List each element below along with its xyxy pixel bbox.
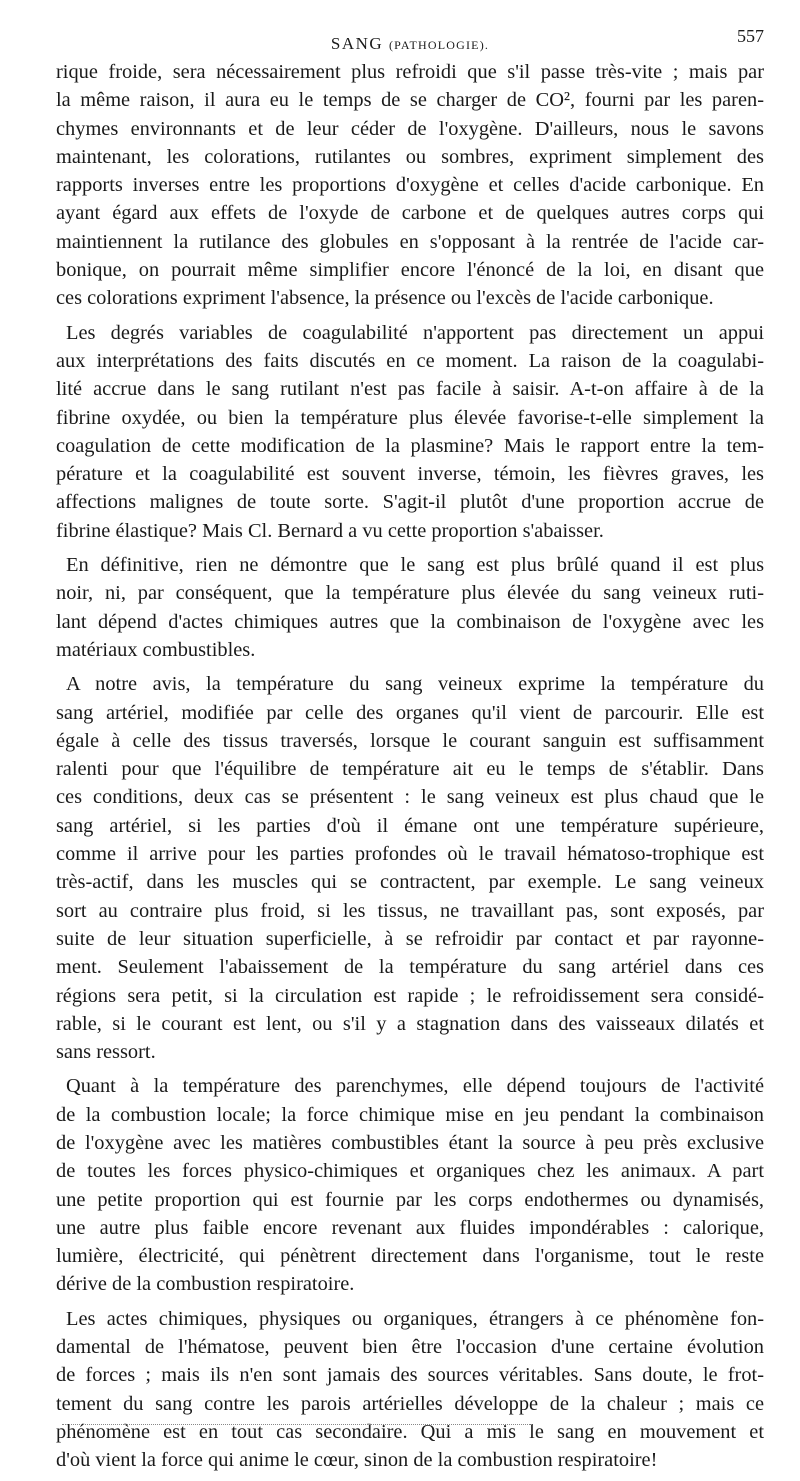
- text-line: maintenant, les colorations, rutilantes ou sombres, expriment simplement des: [56, 145, 764, 168]
- text-line: chymes environnants et de leur céder de l'oxygène. D'ailleurs, nous le savons: [56, 117, 764, 140]
- running-title-subtitle: (PATHOLOGIE).: [388, 38, 490, 52]
- text-line: de toutes les forces physico-chimiques et organiques chez les animaux. A part: [56, 1160, 764, 1183]
- text-line: une petite proportion qui est fournie par les corps endothermes ou dynamisés,: [56, 1188, 764, 1211]
- text-line: de l'oxygène avec les matières combustibles étant la source à peu près exclusive: [56, 1131, 764, 1154]
- text-line: lant dépend d'actes chimiques autres que la combinaison de l'oxygène avec les: [56, 610, 764, 633]
- text-line: ralenti pour que l'équilibre de température ait eu le temps de s'établir. Dans: [56, 758, 764, 781]
- text-line: de forces ; mais ils n'en sont jamais des sources véritables. Sans doute, le frot-: [56, 1364, 764, 1387]
- paragraph: [56, 551, 764, 664]
- text-line: aux interprétations des faits discutés en ce moment. La raison de la coagulabi-: [56, 349, 764, 372]
- text-line: noir, ni, par conséquent, que la température plus élevée du sang veineux ruti-: [56, 582, 764, 605]
- text-line: régions sera petit, si la circulation est rapide ; le refroidissement sera considé-: [56, 984, 764, 1007]
- footer-dotted-rule: [62, 1424, 532, 1425]
- text-line: A notre avis, la température du sang veineux exprime la température du: [66, 673, 764, 696]
- paragraph: [56, 1072, 764, 1298]
- page-number: 557: [737, 26, 764, 46]
- text-line: suite de leur situation superficielle, à se refroidir par contact et par rayonne-: [56, 927, 764, 950]
- running-title: [56, 34, 764, 54]
- text-line: sort au contraire plus froid, si les tissus, ne travaillant pas, sont exposés, par: [56, 899, 764, 922]
- paragraph: [56, 670, 764, 1066]
- text-line: ayant égard aux effets de l'oxyde de carbone et de quelques autres corps qui: [56, 202, 764, 225]
- running-title-main: SANG: [330, 34, 384, 53]
- text-line: maintiennent la rutilance des globules en s'opposant à la rentrée de l'acide car-: [56, 230, 764, 253]
- text-line: matériaux combustibles.: [56, 638, 256, 661]
- text-line: damental de l'hématose, peuvent bien être l'occasion d'une certaine évolution: [56, 1336, 764, 1359]
- body-text: [56, 58, 764, 1475]
- text-line: Les degrés variables de coagulabilité n'apportent pas directement un appui: [66, 321, 764, 344]
- text-line: Les actes chimiques, physiques ou organiques, étrangers à ce phénomène fon-: [66, 1307, 764, 1330]
- text-line: de la combustion locale; la force chimique mise en jeu pendant la combinaison: [56, 1103, 764, 1126]
- text-line: rique froide, sera nécessairement plus refroidi que s'il passe très-vite ; mais par: [56, 61, 764, 83]
- text-line: sang artériel, si les parties d'où il émane ont une température supérieure,: [56, 814, 764, 837]
- text-line: d'où vient la force qui anime le cœur, sinon de la combustion respiratoire!: [56, 1449, 658, 1472]
- text-line: sang artériel, modifiée par celle des organes qu'il vient de parcourir. Elle est: [56, 701, 764, 724]
- paragraph: [56, 319, 764, 545]
- text-line: fibrine oxydée, ou bien la température plus élevée favorise-t-elle simplement la: [56, 406, 764, 429]
- text-line: En définitive, rien ne démontre que le sang est plus brûlé quand il est plus: [66, 554, 764, 577]
- paragraph: [56, 1305, 764, 1475]
- text-line: pérature et la coagulabilité est souvent inverse, témoin, les fièvres graves, les: [56, 463, 764, 486]
- text-line: ces conditions, deux cas se présentent : le sang veineux est plus chaud que le: [56, 786, 764, 809]
- text-line: fibrine élastique? Mais Cl. Bernard a vu cette proportion s'abaisser.: [56, 519, 604, 542]
- text-line: coagulation de cette modification de la plasmine? Mais le rapport entre la tem-: [56, 434, 764, 457]
- paragraph: [56, 58, 764, 313]
- text-line: la même raison, il aura eu le temps de se charger de CO², fourni par les paren-: [56, 89, 764, 112]
- text-line: très-actif, dans les muscles qui se contractent, par exemple. Le sang veineux: [56, 871, 764, 894]
- text-line: tement du sang contre les parois artérielles développe de la chaleur ; mais ce: [56, 1392, 764, 1415]
- text-line: lumière, électricité, qui pénètrent directement dans l'organisme, tout le reste: [56, 1245, 764, 1268]
- text-line: rapports inverses entre les proportions d'oxygène et celles d'acide carbonique. En: [56, 174, 764, 197]
- text-line: comme il arrive pour les parties profondes où le travail hématoso-trophique est: [56, 843, 764, 866]
- book-page: [56, 26, 764, 1481]
- page-header: [56, 26, 764, 58]
- text-line: sans ressort.: [56, 1041, 156, 1064]
- text-line: dérive de la combustion respiratoire.: [56, 1273, 355, 1296]
- text-line: bonique, on pourrait même simplifier encore l'énoncé de la loi, en disant que: [56, 259, 764, 282]
- text-line: une autre plus faible encore revenant aux fluides impondérables : calorique,: [56, 1216, 764, 1239]
- text-line: Quant à la température des parenchymes, elle dépend toujours de l'activité: [66, 1075, 764, 1098]
- text-line: égale à celle des tissus traversés, lorsque le courant sanguin est suffisamment: [56, 729, 764, 752]
- text-line: ment. Seulement l'abaissement de la température du sang artériel dans ces: [56, 956, 764, 979]
- text-line: ces colorations expriment l'absence, la présence ou l'excès de l'acide carbonique.: [56, 287, 714, 310]
- text-line: lité accrue dans le sang rutilant n'est pas facile à saisir. A-t-on affaire à de la: [56, 378, 764, 401]
- text-line: rable, si le courant est lent, ou s'il y a stagnation dans des vaisseaux dilatés et: [56, 1012, 764, 1035]
- text-line: phénomène est en tout cas secondaire. Qui a mis le sang en mouvement et: [56, 1420, 764, 1443]
- text-line: affections malignes de toute sorte. S'agit-il plutôt d'une proportion accrue de: [56, 491, 764, 514]
